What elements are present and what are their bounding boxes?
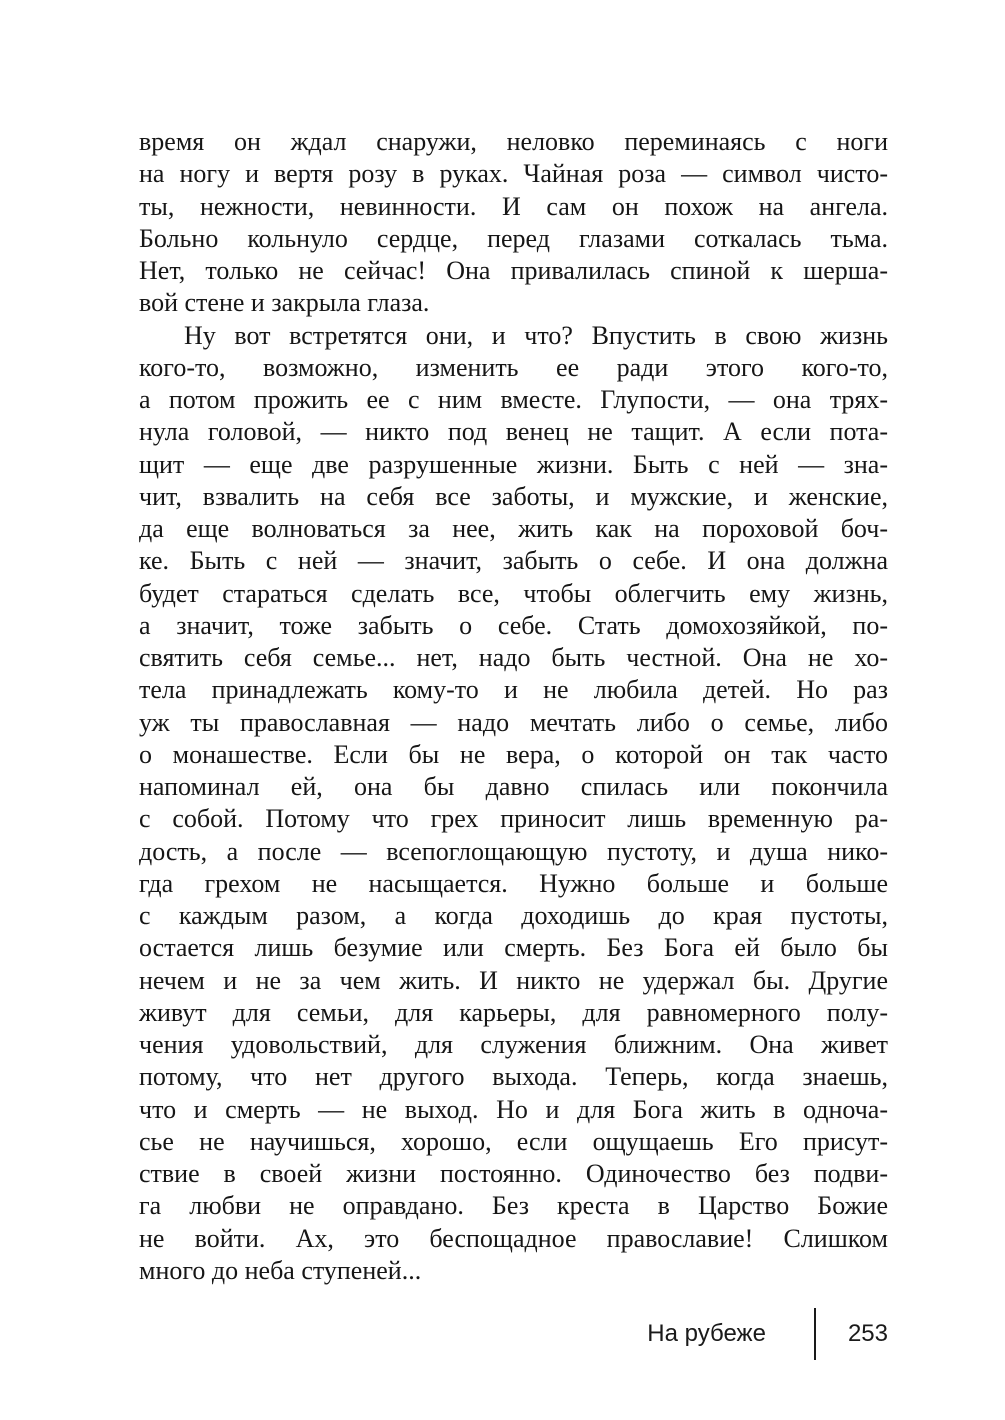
text-line: щит — еще две разрушенные жизни. Быть с ней — зна- (139, 449, 888, 479)
paragraph (139, 320, 888, 1288)
text-line: уж ты православная — надо мечтать либо о семье, либо (139, 707, 888, 737)
text-line: вой стене и закрыла глаза. (139, 288, 430, 318)
text-line: кого-то, возможно, изменить ее ради этого кого-то, (139, 352, 888, 382)
text-line: много до неба ступеней... (139, 1255, 422, 1285)
text-line: чения удовольствий, для служения ближним. Она живет (139, 1030, 888, 1059)
text-line: с собой. Потому что грех приносит лишь временную ра- (139, 804, 888, 834)
text-line: чит, взвалить на себя все заботы, и мужские, и женские, (139, 481, 888, 511)
text-line: Нет, только не сейчас! Она привалилась спиной к шерша- (139, 256, 888, 285)
text-line: дость, а после — всепоглощающую пустоту, и душа нико- (139, 836, 888, 866)
text-line: живут для семьи, для карьеры, для равномерного полу- (139, 997, 888, 1027)
text-line: на ногу и вертя розу в руках. Чайная роза — символ чисто- (139, 159, 888, 189)
text-line: не войти. Ах, это беспощадное православие! Слишком (139, 1223, 888, 1253)
text-line: остается лишь безумие или смерть. Без Бога ей было бы (139, 933, 888, 963)
running-title: На рубеже (647, 1320, 766, 1347)
page-number: 253 (847, 1320, 888, 1347)
text-line: га любви не оправдано. Без креста в Царство Божие (139, 1191, 888, 1221)
text-line: потому, что нет другого выхода. Теперь, когда знаешь, (139, 1062, 888, 1092)
text-line: а потом прожить ее с ним вместе. Глупости, — она трях- (139, 385, 888, 414)
body-text (139, 126, 888, 1287)
text-line: что и смерть — не выход. Но и для Бога жить в одноча- (139, 1094, 888, 1124)
footer-divider (814, 1308, 816, 1360)
text-line: будет стараться сделать все, чтобы облегчить ему жизнь, (139, 578, 888, 608)
text-line: время он ждал снаружи, неловко переминаясь с ноги (139, 127, 888, 156)
text-line: тела принадлежать кому-то и не любила детей. Но раз (139, 675, 888, 705)
text-line: напоминал ей, она бы давно спилась или покончила (139, 772, 888, 801)
text-line: Ну вот встретятся они, и что? Впустить в свою жизнь (184, 320, 888, 350)
text-line: гда грехом не насыщается. Нужно больше и больше (139, 868, 888, 898)
text-line: святить себя семье... нет, надо быть честной. Она не хо- (139, 643, 888, 672)
text-line: сье не научишься, хорошо, если ощущаешь Его присут- (139, 1126, 888, 1156)
text-line: ствие в своей жизни постоянно. Одиночество без подви- (139, 1159, 888, 1188)
text-line: да еще волноваться за нее, жить как на пороховой боч- (139, 514, 888, 543)
text-line: нула головой, — никто под венец не тащит. А если пота- (139, 417, 888, 447)
text-line: с каждым разом, а когда доходишь до края пустоты, (139, 901, 888, 930)
text-line: Больно кольнуло сердце, перед глазами соткалась тьма. (139, 223, 888, 253)
text-line: ке. Быть с ней — значит, забыть о себе. И она должна (139, 546, 888, 576)
text-line: нечем и не за чем жить. И никто не удержал бы. Другие (139, 965, 888, 995)
text-line: а значит, тоже забыть о себе. Стать домохозяйкой, по- (139, 610, 888, 640)
paragraph (139, 126, 888, 320)
text-line: ты, нежности, невинности. И сам он похож на ангела. (139, 191, 888, 221)
page-footer (647, 1308, 888, 1360)
text-line: о монашестве. Если бы не вера, о которой он так часто (139, 739, 888, 769)
